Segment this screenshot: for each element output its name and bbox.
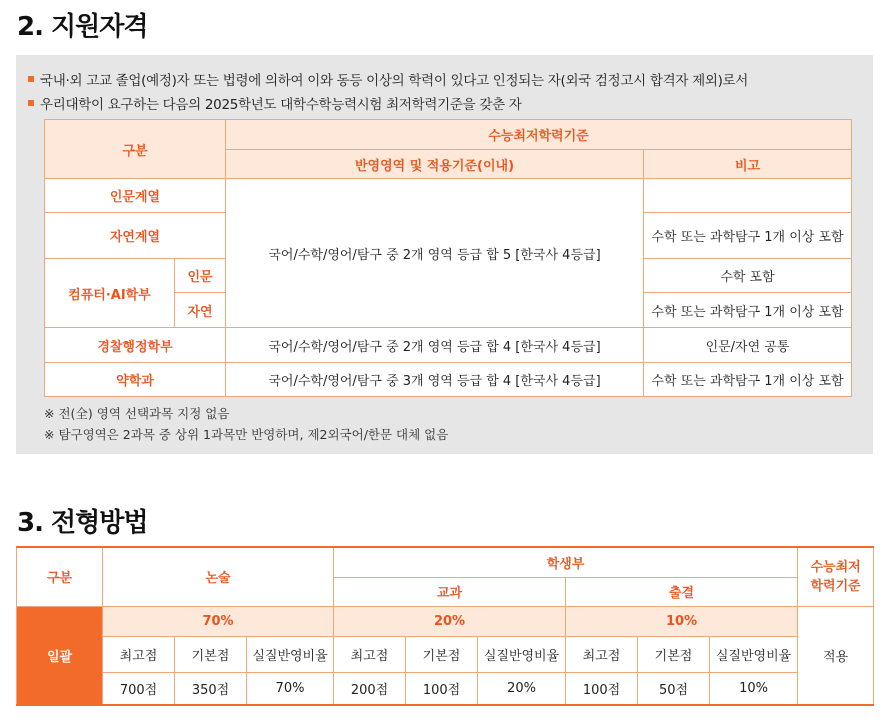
header-courses: 교과 (334, 577, 566, 606)
courses-max-label: 최고점 (334, 636, 406, 672)
note-computer-humanities: 수학 포함 (644, 259, 852, 293)
header-csat-minimum: 수능최저 학력기준 (798, 547, 874, 606)
ratio-essay: 70% (103, 606, 334, 636)
header-note: 비고 (644, 150, 852, 179)
eligibility-bullet (28, 69, 748, 89)
ratio-courses: 20% (334, 606, 566, 636)
ratio-attendance: 10% (566, 606, 798, 636)
header-attendance: 출결 (566, 577, 798, 606)
essay-max-label: 최고점 (103, 636, 175, 672)
row-label-humanities: 인문계열 (45, 179, 226, 213)
bullet-square-icon (28, 76, 34, 82)
section-title-eligibility: 2. 지원자격 (17, 12, 148, 42)
header-area: 반영영역 및 적용기준(이내) (226, 150, 644, 179)
essay-max: 700점 (103, 672, 175, 705)
note-pharmacy: 수학 또는 과학탐구 1개 이상 포함 (644, 363, 852, 397)
selection-method-table (16, 546, 874, 706)
criteria-pharmacy: 국어/수학/영어/탐구 중 3개 영역 등급 합 4 [한국사 4등급] (226, 363, 644, 397)
courses-max: 200점 (334, 672, 406, 705)
note-computer-natural: 수학 또는 과학탐구 1개 이상 포함 (644, 293, 852, 328)
footnote: ※ 전(全) 영역 선택과목 지정 없음 (44, 406, 230, 421)
attendance-max-label: 최고점 (566, 636, 638, 672)
courses-actual: 20% (478, 672, 566, 705)
bullet-text: 국내·외 고교 졸업(예정)자 또는 법령에 의하여 이와 동등 이상의 학력이 있다고 인정되는 자(외국 검정고시 합격자 제외)로서 (40, 73, 749, 89)
essay-actual: 70% (247, 672, 334, 705)
header-category: 구분 (45, 120, 226, 179)
note-police: 인문/자연 공통 (644, 328, 852, 363)
essay-base: 350점 (175, 672, 247, 705)
row-label-computer-ai: 컴퓨터·AI학부 (45, 259, 175, 328)
essay-actual-label: 실질반영비율 (247, 636, 334, 672)
courses-base: 100점 (406, 672, 478, 705)
bullet-square-icon (28, 100, 34, 106)
courses-actual-label: 실질반영비율 (478, 636, 566, 672)
attendance-base: 50점 (638, 672, 710, 705)
csat-apply: 적용 (798, 606, 874, 705)
footnote: ※ 탐구영역은 2과목 중 상위 1과목만 반영하며, 제2외국어/한문 대체 없음 (44, 427, 449, 442)
header-essay: 논술 (103, 547, 334, 606)
header-csat: 수능최저학력기준 (226, 120, 852, 150)
bullet-text: 우리대학이 요구하는 다음의 2025학년도 대학수학능력시험 최저학력기준을 갖춘 자 (40, 97, 522, 113)
header-school-record: 학생부 (334, 547, 798, 577)
attendance-actual-label: 실질반영비율 (710, 636, 798, 672)
note-humanities (644, 179, 852, 213)
section-title-selection-method: 3. 전형방법 (17, 508, 148, 538)
criteria-police: 국어/수학/영어/탐구 중 2개 영역 등급 합 4 [한국사 4등급] (226, 328, 644, 363)
note-natural: 수학 또는 과학탐구 1개 이상 포함 (644, 213, 852, 259)
criteria-main: 국어/수학/영어/탐구 중 2개 영역 등급 합 5 [한국사 4등급] (226, 179, 644, 328)
header-category: 구분 (17, 547, 103, 606)
essay-base-label: 기본점 (175, 636, 247, 672)
csat-minimum-table (44, 119, 852, 397)
attendance-base-label: 기본점 (638, 636, 710, 672)
row-label-pharmacy: 약학과 (45, 363, 226, 397)
sub-label-natural: 자연 (175, 293, 226, 328)
sub-label-humanities: 인문 (175, 259, 226, 293)
courses-base-label: 기본점 (406, 636, 478, 672)
attendance-actual: 10% (710, 672, 798, 705)
row-label-police: 경찰행정학부 (45, 328, 226, 363)
attendance-max: 100점 (566, 672, 638, 705)
row-label-batch: 일괄 (17, 606, 103, 705)
row-label-natural: 자연계열 (45, 213, 226, 259)
eligibility-bullet (28, 93, 522, 113)
